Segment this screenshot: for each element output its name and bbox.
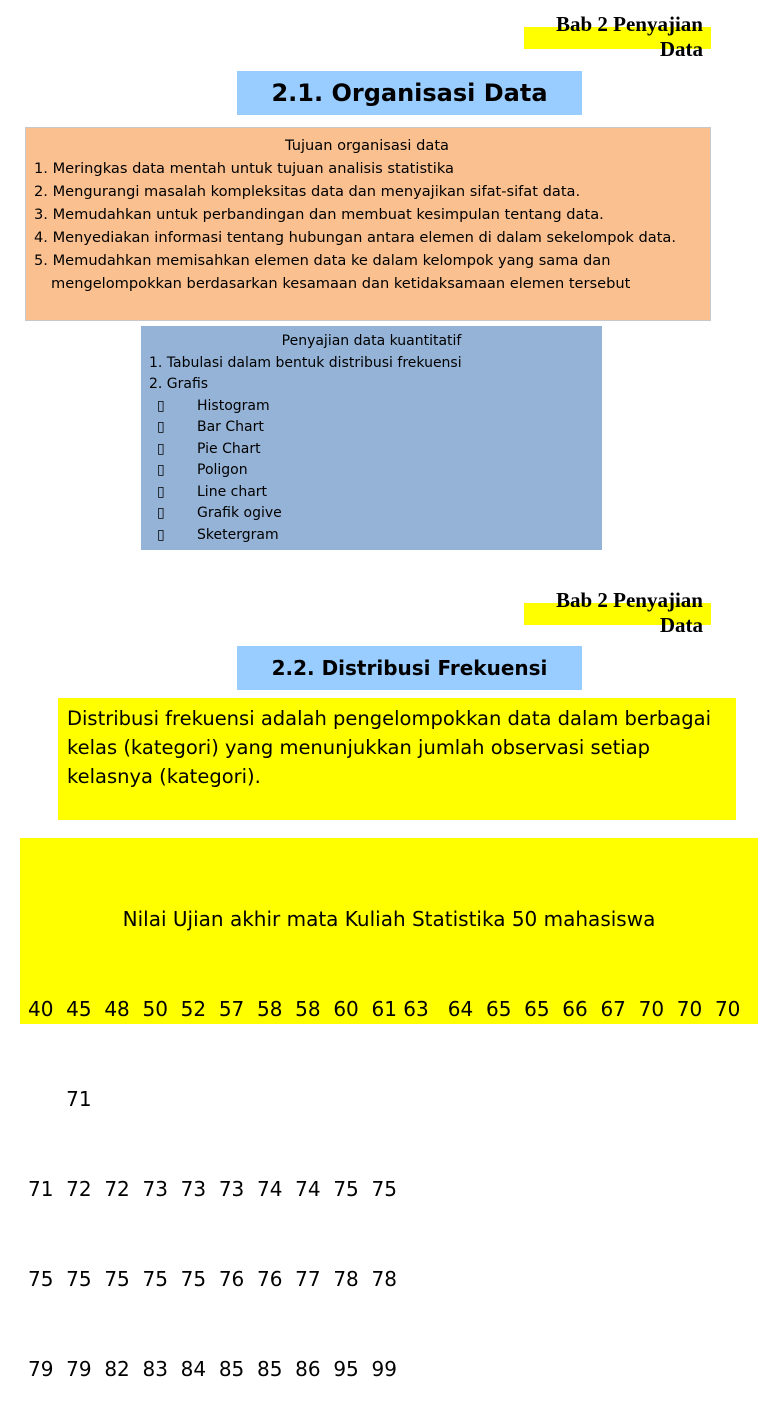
- chart-type-label: Histogram: [197, 397, 270, 414]
- chart-type-item: [149, 503, 594, 525]
- chart-type-label: Poligon: [197, 462, 248, 478]
- chart-type-item: [149, 396, 594, 418]
- purpose-item: 1. Meringkas data mentah untuk tujuan analisis statistika: [34, 160, 454, 177]
- scores-heading: Nilai Ujian akhir mata Kuliah Statistika 50 mahasiswa: [122, 907, 656, 931]
- bullet-box-icon: ▯: [157, 505, 165, 521]
- chart-type-label: Sketergram: [197, 526, 279, 543]
- purpose-box: [25, 127, 711, 321]
- bullet-box-icon: ▯: [157, 419, 165, 435]
- scores-row: 75 75 75 75 75 76 76 77 78 78: [28, 1267, 397, 1291]
- definition-text: Distribusi frekuensi adalah pengelompokkan data dalam berbagai kelas (kategori) yang menunjukkan jumlah observasi setiap kelasnya (kategori).: [67, 707, 712, 788]
- section-title-text: 2.2. Distribusi Frekuensi: [271, 656, 548, 680]
- scores-row: 40 45 48 50 52 57 58 58 60 61 63 64 65 65 66 67 70 70 70: [28, 997, 741, 1021]
- chart-type-item: [149, 460, 594, 482]
- scores-row: 79 79 82 83 84 85 85 86 95 99: [28, 1357, 397, 1381]
- purpose-item: 3. Memudahkan untuk perbandingan dan membuat kesimpulan tentang data.: [34, 206, 604, 223]
- chart-type-item: [149, 417, 594, 439]
- presentation-item-2: 2. Grafis: [149, 376, 209, 392]
- section-title-text: 2.1. Organisasi Data: [271, 79, 548, 107]
- chart-type-label: Grafik ogive: [197, 505, 282, 521]
- presentation-item-1: 1. Tabulasi dalam bentuk distribusi frekuensi: [149, 354, 462, 371]
- section-title: [237, 646, 582, 690]
- chapter-line-1: Bab 2 Penyajian: [555, 588, 703, 612]
- scores-row: 71 72 72 73 73 73 74 74 75 75: [28, 1177, 397, 1201]
- chart-type-item: [149, 482, 594, 504]
- chart-type-label: Bar Chart: [197, 419, 264, 435]
- bullet-box-icon: ▯: [157, 440, 165, 457]
- chapter-line-1: Bab 2 Penyajian: [555, 12, 703, 36]
- presentation-heading: Penyajian data kuantitatif: [281, 333, 462, 349]
- presentation-box: [141, 326, 602, 550]
- bullet-box-icon: ▯: [157, 397, 165, 414]
- purpose-item: 2. Mengurangi masalah kompleksitas data dan menyajikan sifat-sifat data.: [34, 183, 581, 200]
- chapter-line-2: Data: [659, 37, 703, 61]
- purpose-heading: Tujuan organisasi data: [285, 137, 449, 154]
- chart-type-label: Pie Chart: [197, 440, 261, 457]
- bullet-box-icon: ▯: [157, 483, 165, 500]
- bullet-box-icon: ▯: [157, 526, 165, 543]
- section-title: [237, 71, 582, 115]
- purpose-item: 5. Memudahkan memisahkan elemen data ke dalam kelompok yang sama dan mengelompokkan berdasarkan kesamaan dan ketidaksamaan elemen tersebut: [34, 252, 631, 292]
- scores-box: [20, 838, 758, 1381]
- chart-type-item: [149, 439, 594, 461]
- purpose-item: 4. Menyediakan informasi tentang hubungan antara elemen di dalam sekelompok data.: [34, 229, 677, 246]
- scores-row: 71: [28, 1087, 92, 1111]
- chapter-header: [556, 12, 703, 62]
- chapter-line-2: Data: [659, 613, 703, 637]
- chart-type-label: Line chart: [197, 483, 268, 500]
- definition-box: [58, 698, 736, 820]
- bullet-box-icon: ▯: [157, 462, 165, 478]
- chart-type-item: [149, 525, 594, 547]
- chapter-header: [556, 588, 703, 638]
